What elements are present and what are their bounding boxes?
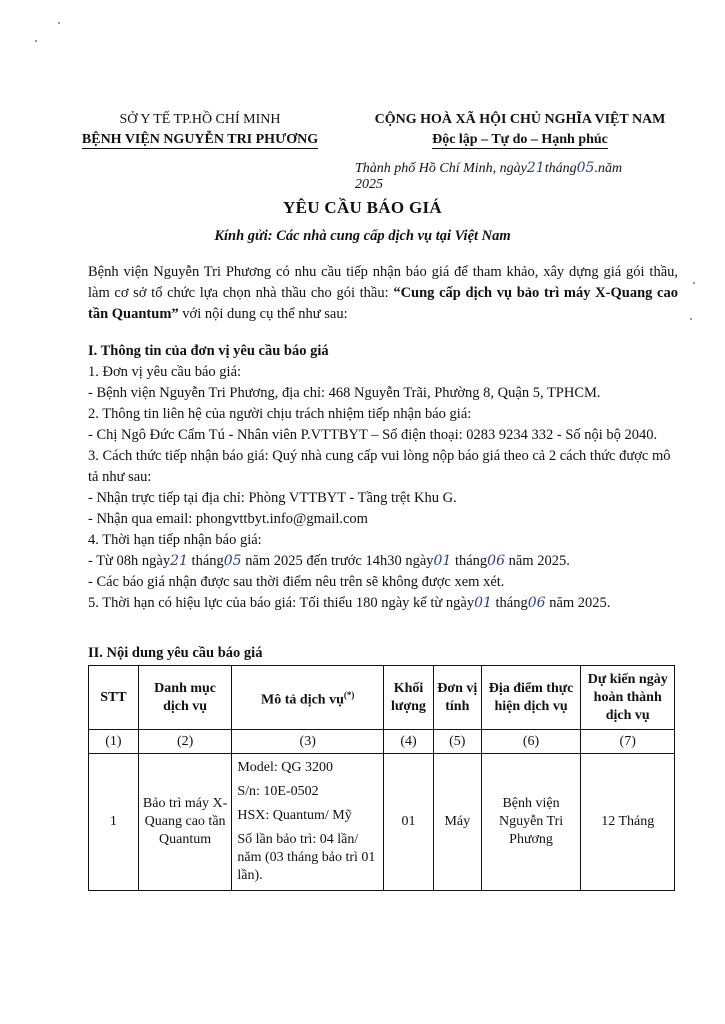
table-cell: Bệnh viện Nguyễn Tri Phương <box>481 754 581 891</box>
package-name: “Cung cấp dịch vụ bảo trì máy X-Quang cao tần Quantum” <box>88 285 678 322</box>
table-cell: (2) <box>138 730 232 754</box>
document-date: Thành phố Hồ Chí Minh, ngày21tháng05.năm 2025 <box>355 160 623 192</box>
table-cell: (3) <box>232 730 384 754</box>
service-description: Model: QG 3200 S/n: 10E-0502 HSX: Quantum/ Mỹ Số lần bảo trì: 04 lần/ năm (03 tháng bảo trì 01 lần). <box>232 754 384 891</box>
table-cell: 1 <box>89 754 139 891</box>
section-requester-info: I. Thông tin của đơn vị yêu cầu báo giá 1. Đơn vị yêu cầu báo giá: - Bệnh viện Nguyễn Tri Phương, địa chỉ: 468 Nguyễn Trãi, Phường 8, Quận 5, TPHCM. 2. Thông tin liên hệ của người chịu trách nhiệm tiếp nhận báo giá: - Chị Ngô Đức Cẩm Tú - Nhân viên P.VTTBYT – Số điện thoại: 0283 9234 332 - Số nội bộ 2040. 3. Cách thức tiếp nhận báo giá: Quý nhà cung cấp vui lòng nộp báo giá theo cả 2 cách thức được mô tả như sau: - Nhận trực tiếp tại địa chỉ: Phòng VTTBYT - Tầng trệt Khu G. - Nhận qua email: phongvttbyt.info@gmail.com 4. Thời hạn tiếp nhận báo giá: - Từ 08h ngày21 tháng05 năm 2025 đến trước 14h30 ngày01 tháng06 năm 2025. - Các báo giá nhận được sau thời điểm nêu trên sẽ không được xem xét. 5. Thời hạn có hiệu lực của báo giá: Tối thiểu 180 ngày kể từ ngày01 tháng06 năm 2025. <box>88 341 688 614</box>
submission-period: - Từ 08h ngày21 tháng05 năm 2025 đến trước 14h30 ngày01 tháng06 năm 2025. <box>88 553 570 569</box>
greeting: Kính gửi: Các nhà cung cấp dịch vụ tại Việt Nam <box>214 228 511 244</box>
table-cell: (4) <box>384 730 434 754</box>
scan-speck <box>693 282 695 284</box>
motto: Độc lập – Tự do – Hạnh phúc <box>432 132 608 147</box>
table-cell: 01 <box>384 754 434 891</box>
table-cell: Bảo trì máy X-Quang cao tần Quantum <box>138 754 232 891</box>
hospital-name: BỆNH VIỆN NGUYỄN TRI PHƯƠNG <box>81 132 319 147</box>
request-table <box>88 665 675 891</box>
table-header-cell: Danh mục dịch vụ <box>138 666 232 730</box>
table-header-row <box>89 666 675 730</box>
validity-period: 5. Thời hạn có hiệu lực của báo giá: Tối thiểu 180 ngày kể từ ngày01 tháng06 năm 2025. <box>88 595 611 611</box>
table-index-row <box>89 730 675 754</box>
table-header-cell: STT <box>89 666 139 730</box>
table-header-cell: Dự kiến ngày hoàn thành dịch vụ <box>581 666 675 730</box>
section-heading: II. Nội dung yêu cầu báo giá <box>88 645 263 661</box>
table-cell: (5) <box>433 730 481 754</box>
intro-paragraph: Bệnh viện Nguyễn Tri Phương có nhu cầu tiếp nhận báo giá để tham khảo, xây dựng giá gói thầu, làm cơ sở tổ chức lựa chọn nhà thầu cho gói thầu: “Cung cấp dịch vụ bảo trì máy X-Quang cao tần Quantum” với nội dung cụ thể như sau: <box>88 264 678 322</box>
table-cell: (6) <box>481 730 581 754</box>
table-cell: Máy <box>433 754 481 891</box>
table-cell: 12 Tháng <box>581 754 675 891</box>
table-header-cell: Đơn vị tính <box>433 666 481 730</box>
document-title: YÊU CẦU BÁO GIÁ <box>283 198 442 217</box>
scan-speck <box>690 318 692 320</box>
table-header-cell: Địa điểm thực hiện dịch vụ <box>481 666 581 730</box>
handwritten-month: 05 <box>576 160 595 176</box>
table-cell: (7) <box>581 730 675 754</box>
table-cell: (1) <box>89 730 139 754</box>
handwritten-day: 21 <box>526 160 545 176</box>
issuing-organization <box>70 110 330 150</box>
department-name: SỞ Y TẾ TP.HỒ CHÍ MINH <box>119 112 281 127</box>
scan-speck <box>58 22 60 24</box>
nation-name: CỘNG HOÀ XÃ HỘI CHỦ NGHĨA VIỆT NAM <box>374 112 666 127</box>
section-heading: I. Thông tin của đơn vị yêu cầu báo giá <box>88 343 329 359</box>
table-header-cell: Mô tả dịch vụ(*) <box>232 666 384 730</box>
scan-speck <box>35 40 37 42</box>
national-motto <box>360 110 680 150</box>
table-header-cell: Khối lượng <box>384 666 434 730</box>
table-row <box>89 754 675 891</box>
